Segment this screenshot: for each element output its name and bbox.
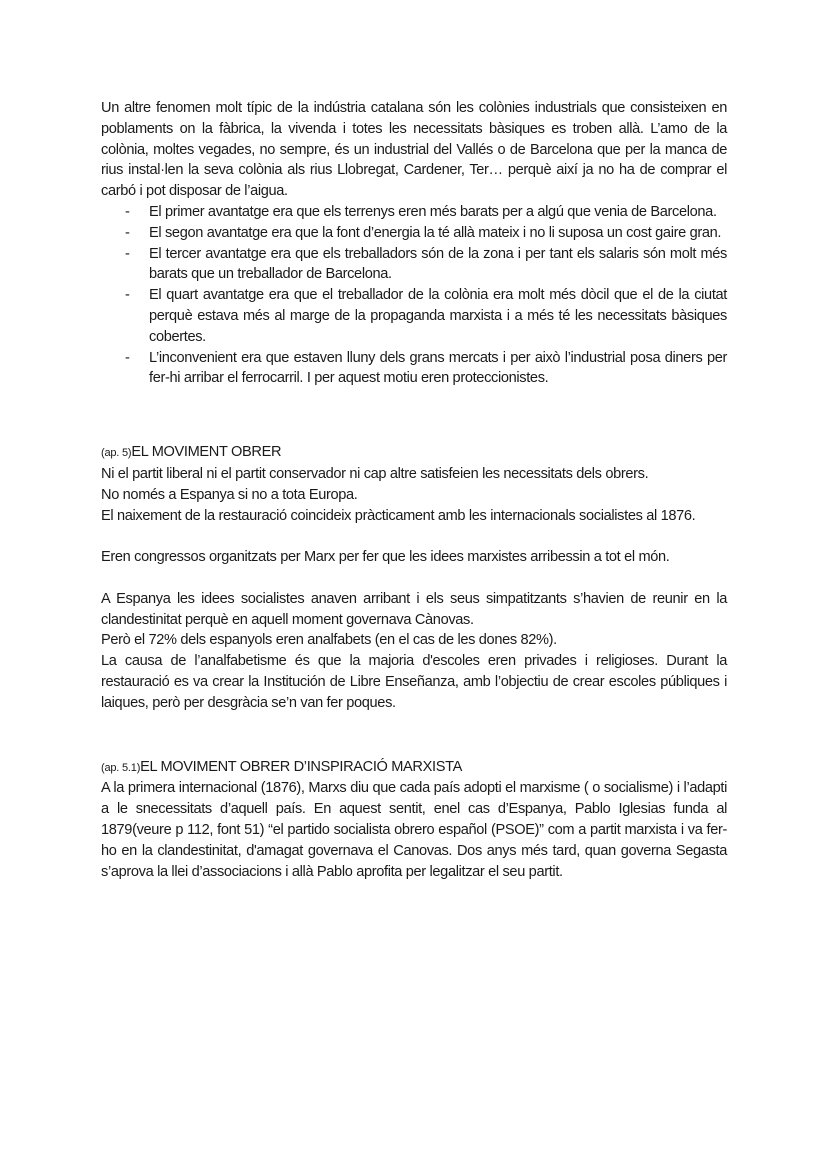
body-line: No només a Espanya si no a tota Europa. (101, 486, 358, 503)
list-item-text: L’inconvenient era que estaven lluny dels grans mercats i per això l’industrial posa diners per fer-hi arribar el ferrocarril. I per aquest motiu eren proteccionistes. (149, 349, 727, 387)
list-item-text: El segon avantatge era que la font d’energia la té allà mateix i no li suposa un cost gaire gran. (149, 224, 722, 241)
body-paragraph: A la primera internacional (1876), Marxs diu que cada país adopti el marxisme ( o socialisme) i l’adapti a le snecessitats d’aquell país. En aquest sentit, enel cas d’Espanya, Pablo Iglesias funda al 1879(veure p 112, font 51) “el partido socialista obrero español (PSOE)” com a partit marxista i va fer-ho en la clandestinitat, d'amagat governava el Canovas. Dos anys més tard, quan governa Segasta s’aprova la llei d’associacions i allà Pablo aprofita per legalitzar el seu partit. (101, 780, 727, 880)
section-heading-moviment-obrer (101, 442, 727, 464)
list-item (101, 348, 727, 390)
dash-bullet: - (125, 287, 130, 304)
intro-paragraph: Un altre fenomen molt típic de la indústria catalana són les colònies industrials que consisteixen en poblaments on la fàbrica, la vivenda i totes les necessitats bàsiques es troben allà. L’amo de la colònia, moltes vegades, no sempre, és un industrial del Vallés o de Barcelona que per la manca de rius instal·len la seva colònia als rius Llobregat, Cardener, Ter… perquè així ja no ha de comprar el carbó i pot disposar de l’aigua. (101, 100, 727, 200)
section-title: EL MOVIMENT OBRER D’INSPIRACIÓ MARXISTA (140, 758, 462, 775)
dash-bullet: - (125, 224, 130, 241)
list-item-text: El quart avantatge era que el treballador de la colònia era molt més dòcil que el de la ciutat perquè estava més al marge de la propaganda marxista i a més té les necessitats bàsiques cobertes. (149, 287, 727, 345)
section-title: EL MOVIMENT OBRER (131, 444, 282, 461)
section-ref: (ap. 5) (101, 447, 132, 460)
section-ref: (ap. 5.1) (101, 761, 141, 774)
list-item (101, 244, 727, 286)
dash-bullet: - (125, 245, 130, 262)
section-heading-inspiracio-marxista (101, 757, 727, 779)
dash-bullet: - (125, 349, 130, 366)
dash-bullet: - (125, 203, 130, 220)
body-paragraph: El naixement de la restauració coincideix pràcticament amb les internacionals socialistes al 1876. (101, 507, 696, 524)
list-item-text: El primer avantatge era que els terrenys eren més barats per a algú que venia de Barcelona. (149, 203, 717, 220)
document-page (101, 98, 727, 882)
body-paragraph: La causa de l’analfabetisme és que la majoria d'escoles eren privades i religioses. Durant la restauració es va crear la Institución de Libre Enseñanza, amb l’objectiu de crear escoles públiques i laiques, però per desgràcia se’n van fer poques. (101, 653, 727, 711)
list-item (101, 285, 727, 347)
body-paragraph: A Espanya les idees socialistes anaven arribant i els seus simpatitzants s’havien de reunir en la clandestinitat perquè en aquell moment governava Cànovas. (101, 590, 727, 628)
body-paragraph: Però el 72% dels espanyols eren analfabets (en el cas de les dones 82%). (101, 632, 557, 649)
advantages-list (101, 202, 727, 389)
body-line: Ni el partit liberal ni el partit conservador ni cap altre satisfeien les necessitats dels obrers. (101, 465, 649, 482)
body-paragraph: Eren congressos organitzats per Marx per fer que les idees marxistes arribessin a tot el món. (101, 549, 670, 566)
list-item-text: El tercer avantatge era que els treballadors són de la zona i per tant els salaris són molt més barats que un treballador de Barcelona. (149, 245, 727, 283)
list-item (101, 202, 727, 223)
list-item (101, 223, 727, 244)
